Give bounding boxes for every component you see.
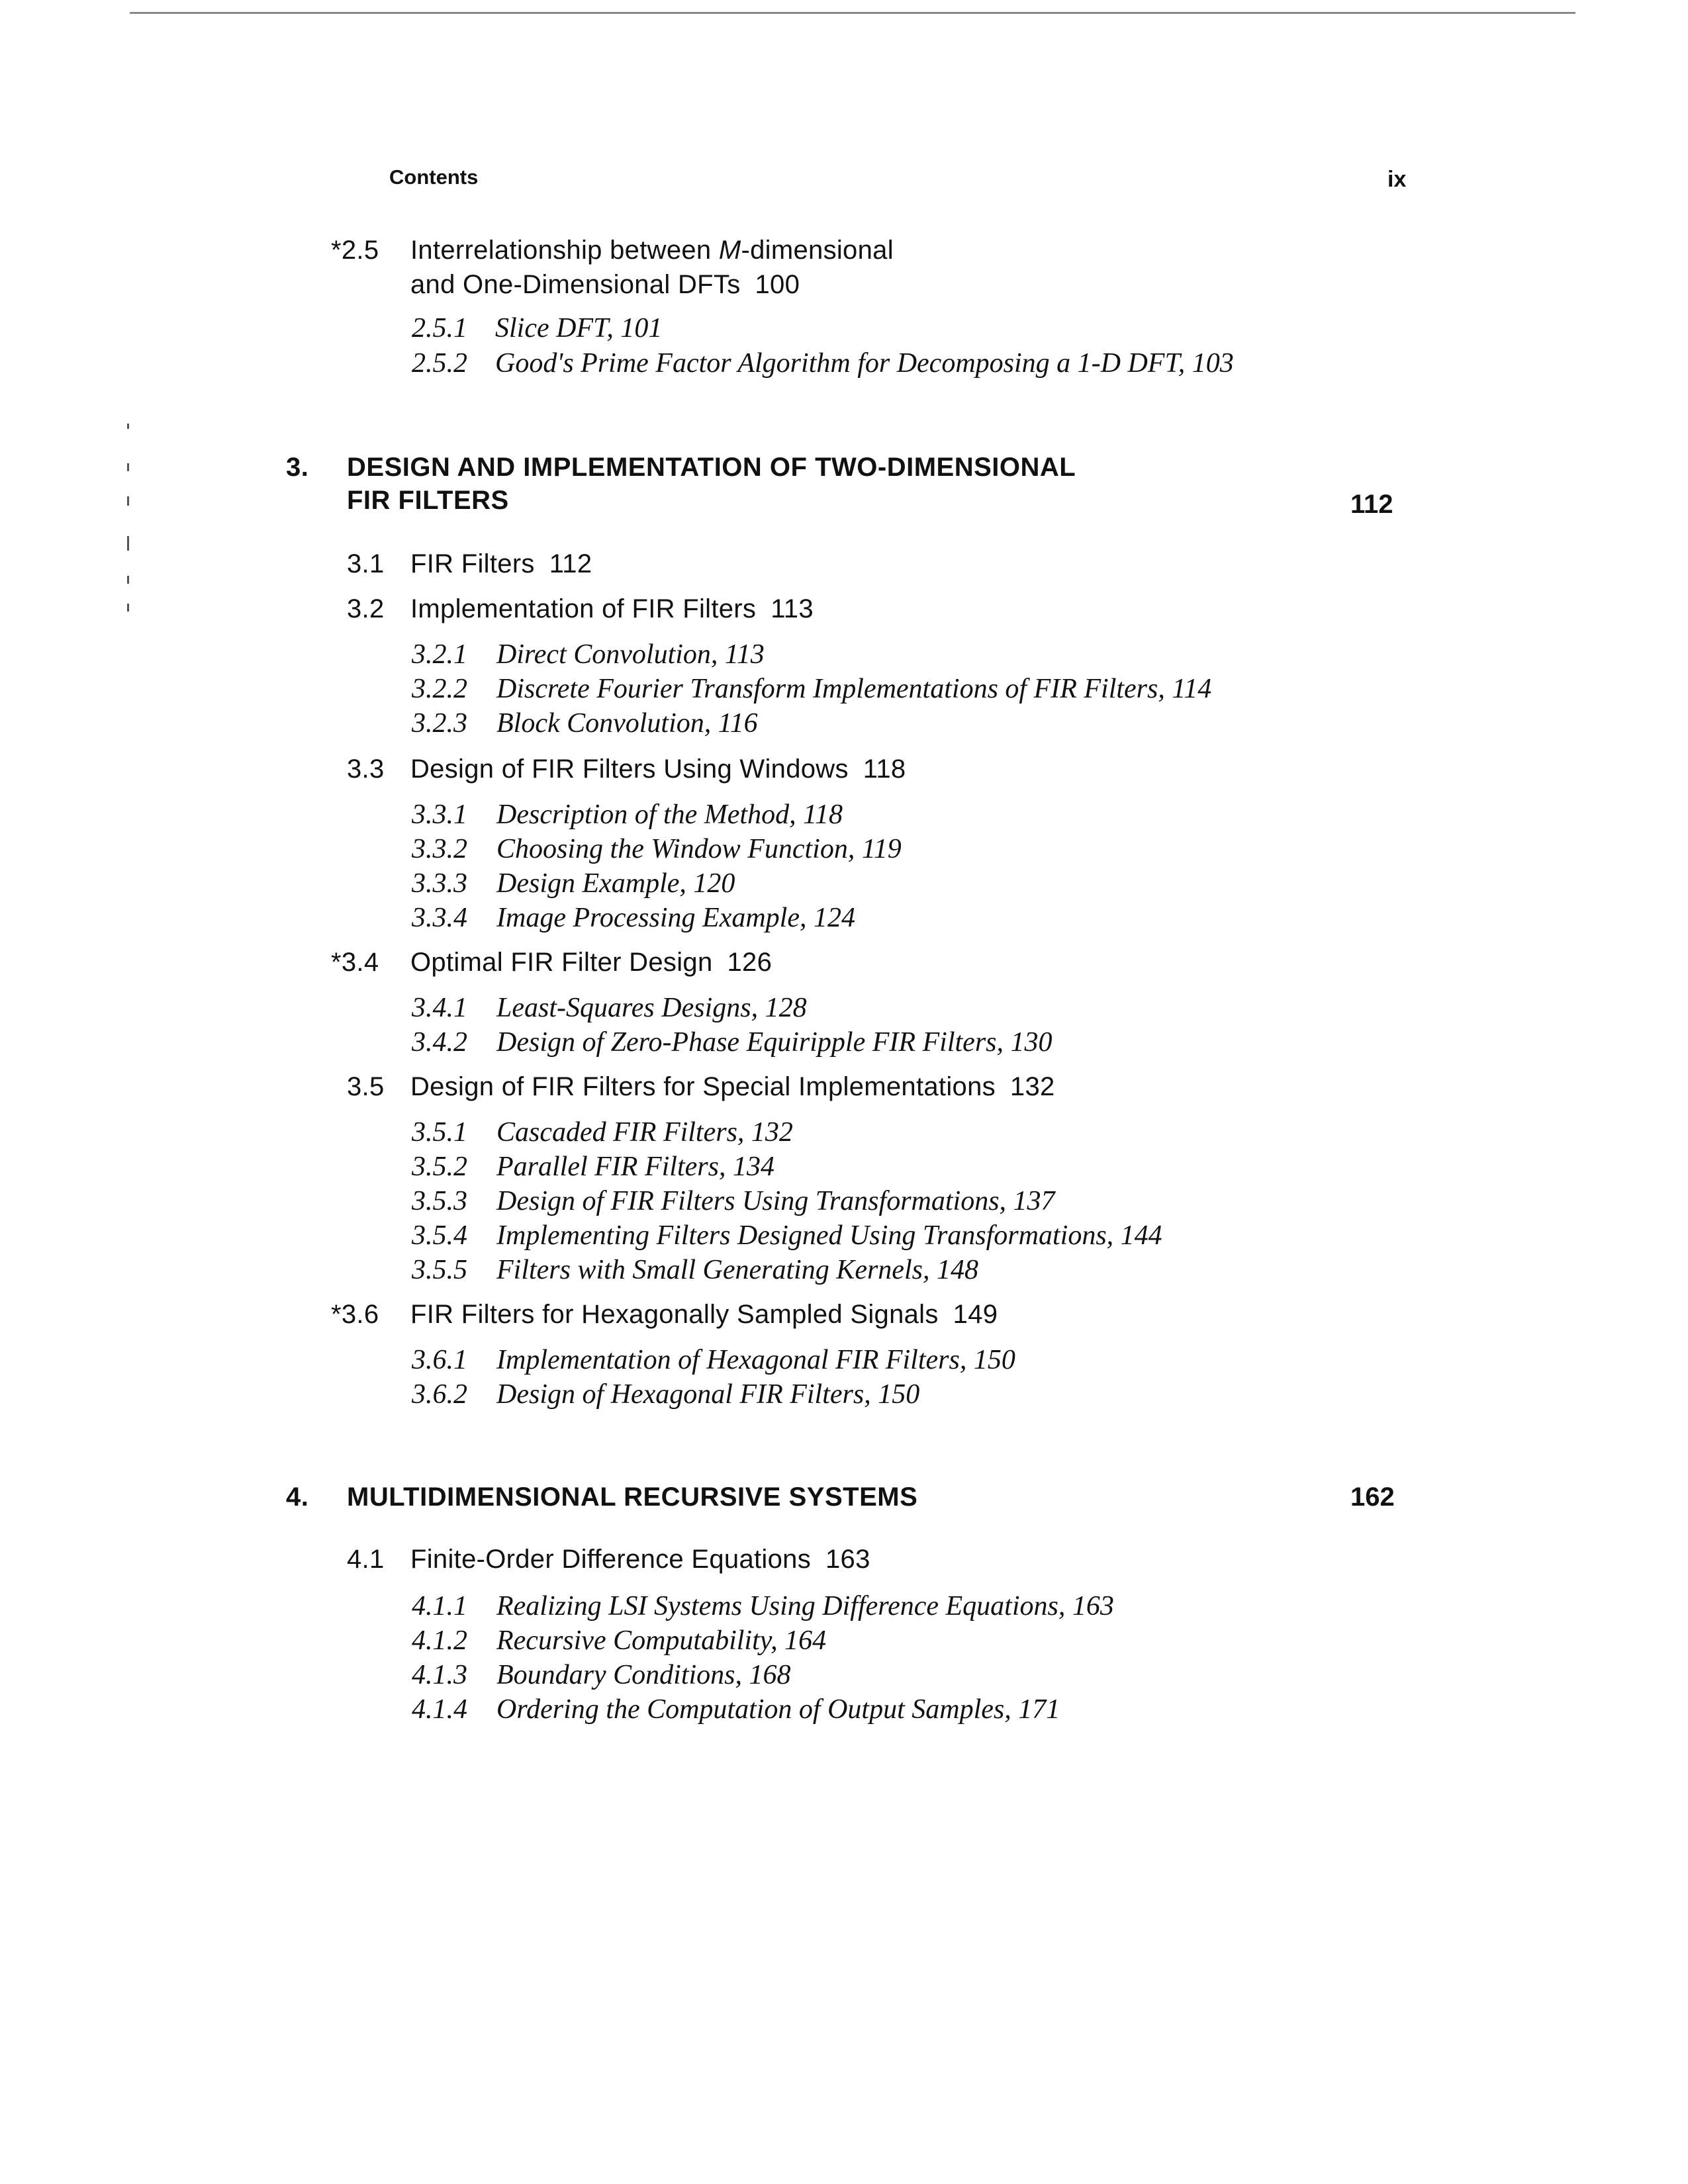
subsection-title: Implementing Filters Designed Using Transformations, 144 (496, 1220, 1162, 1251)
subsection-title: Boundary Conditions, 168 (496, 1660, 791, 1690)
section-page: 113 (771, 594, 814, 623)
page-folio: ix (1387, 167, 1407, 192)
subsection-number: 3.6.2 (412, 1379, 467, 1410)
subsection-number: 3.5.5 (412, 1255, 467, 1285)
section-page: 163 (825, 1545, 870, 1574)
section-page: 118 (863, 754, 906, 784)
section-title: FIR Filters 112 (410, 549, 592, 578)
subsection-title: Design of Zero-Phase Equiripple FIR Filters, 130 (496, 1027, 1053, 1058)
subsection-number: 3.5.4 (412, 1220, 467, 1251)
subsection-title: Description of the Method, 118 (496, 799, 843, 830)
section-title: Implementation of FIR Filters 113 (410, 594, 814, 623)
section-number: 3.5 (347, 1072, 385, 1101)
subsection-number: 3.5.2 (412, 1152, 467, 1182)
subsection-title: Image Processing Example, 124 (496, 903, 855, 933)
subsection-title: Ordering the Computation of Output Samples, 171 (496, 1694, 1060, 1725)
subsection-title: Slice DFT, 101 (495, 313, 663, 343)
subsection-number: 4.1.4 (412, 1694, 467, 1725)
subsection-number: 3.2.2 (412, 674, 467, 704)
section-number: *3.6 (331, 1300, 379, 1329)
subsection-title: Cascaded FIR Filters, 132 (496, 1117, 793, 1148)
subsection-number: 3.3.4 (412, 903, 467, 933)
subsection-number: 3.5.3 (412, 1186, 467, 1216)
subsection-title: Parallel FIR Filters, 134 (496, 1152, 774, 1182)
section-title: Design of FIR Filters Using Windows 118 (410, 754, 906, 784)
subsection-title: Good's Prime Factor Algorithm for Decomposing a 1-D DFT, 103 (495, 348, 1234, 379)
section-title: Interrelationship between M-dimensional (410, 236, 894, 265)
subsection-title: Choosing the Window Function, 119 (496, 834, 902, 864)
section-page: 126 (727, 948, 773, 977)
subsection-title: Discrete Fourier Transform Implementations of FIR Filters, 114 (496, 674, 1212, 704)
chapter-title: DESIGN AND IMPLEMENTATION OF TWO-DIMENSIONAL (347, 453, 1076, 482)
subsection-number: 3.4.1 (412, 993, 467, 1023)
section-number: *2.5 (331, 236, 379, 265)
section-title: Finite-Order Difference Equations 163 (410, 1545, 870, 1574)
subsection-number: 3.4.2 (412, 1027, 467, 1058)
chapter-title-continued: FIR FILTERS (347, 486, 509, 515)
margin-marks (127, 424, 131, 622)
section-number: 3.2 (347, 594, 385, 623)
subsection-title: Realizing LSI Systems Using Difference Equations, 163 (496, 1591, 1114, 1621)
section-title: Design of FIR Filters for Special Implementations 132 (410, 1072, 1055, 1101)
subsection-number: 3.3.1 (412, 799, 467, 830)
section-page: 112 (549, 549, 592, 578)
chapter-page: 112 (1350, 490, 1393, 519)
section-title-continued: and One-Dimensional DFTs 100 (410, 270, 800, 299)
subsection-title: Recursive Computability, 164 (496, 1625, 827, 1656)
subsection-title: Implementation of Hexagonal FIR Filters, 150 (496, 1345, 1015, 1375)
section-number: 4.1 (347, 1545, 385, 1574)
section-title: Optimal FIR Filter Design 126 (410, 948, 773, 977)
subsection-number: 3.6.1 (412, 1345, 467, 1375)
section-page: 100 (755, 270, 800, 299)
subsection-number: 3.3.3 (412, 868, 467, 899)
subsection-number: 2.5.1 (412, 313, 467, 343)
chapter-title: MULTIDIMENSIONAL RECURSIVE SYSTEMS (347, 1482, 918, 1512)
top-rule (130, 12, 1575, 14)
subsection-title: Design of FIR Filters Using Transformations, 137 (496, 1186, 1055, 1216)
section-page: 149 (953, 1300, 998, 1329)
subsection-number: 3.3.2 (412, 834, 467, 864)
section-title: FIR Filters for Hexagonally Sampled Signals 149 (410, 1300, 998, 1329)
subsection-number: 2.5.2 (412, 348, 467, 379)
section-page: 132 (1009, 1072, 1055, 1101)
subsection-number: 3.2.3 (412, 708, 467, 739)
section-number: 3.3 (347, 754, 385, 784)
running-head-title: Contents (389, 165, 479, 189)
section-number: *3.4 (331, 948, 379, 977)
subsection-title: Design of Hexagonal FIR Filters, 150 (496, 1379, 920, 1410)
subsection-title: Design Example, 120 (496, 868, 735, 899)
chapter-page: 162 (1350, 1482, 1395, 1512)
subsection-title: Filters with Small Generating Kernels, 148 (496, 1255, 978, 1285)
subsection-number: 3.2.1 (412, 639, 467, 670)
subsection-title: Least-Squares Designs, 128 (496, 993, 807, 1023)
subsection-number: 3.5.1 (412, 1117, 467, 1148)
chapter-number: 4. (286, 1482, 309, 1512)
subsection-number: 4.1.1 (412, 1591, 467, 1621)
chapter-number: 3. (286, 453, 309, 482)
subsection-number: 4.1.2 (412, 1625, 467, 1656)
section-number: 3.1 (347, 549, 385, 578)
subsection-title: Direct Convolution, 113 (496, 639, 765, 670)
subsection-number: 4.1.3 (412, 1660, 467, 1690)
subsection-title: Block Convolution, 116 (496, 708, 758, 739)
